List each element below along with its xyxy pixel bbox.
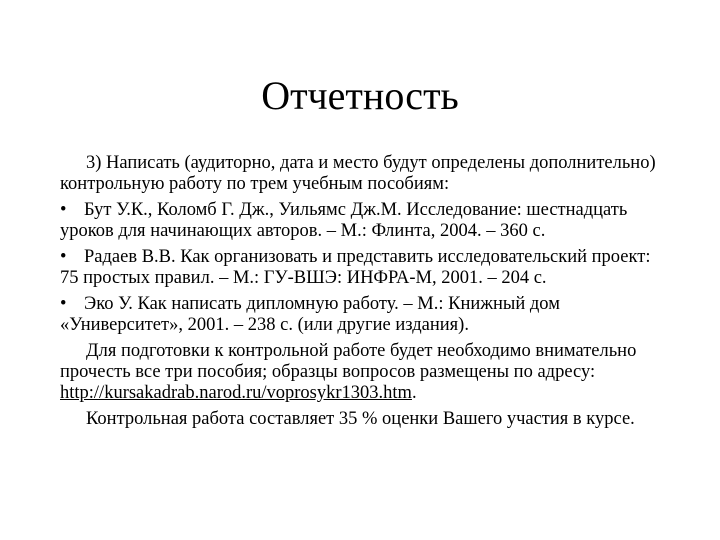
- closing-paragraph: Контрольная работа составляет 35 % оценки Вашего участия в курсе.: [86, 409, 635, 429]
- bullet-item-2: [60, 247, 670, 289]
- prep-paragraph: [60, 341, 670, 404]
- bullet-item-3: [60, 294, 670, 336]
- bullet-icon: •: [60, 200, 67, 220]
- bullet-text: Эко У. Как написать дипломную работу. – М.: Книжный дом «Университет», 2001. – 238 с. (или другие издания).: [60, 294, 560, 335]
- bullet-item-1: [60, 200, 670, 242]
- prep-text-end: .: [411, 383, 417, 403]
- slide-title: Отчетность: [261, 73, 459, 118]
- slide-body: [60, 153, 670, 435]
- bullet-icon: •: [60, 247, 67, 267]
- prep-text: Для подготовки к контрольной работе будет необходимо внимательно прочесть все три пособия; образцы вопросов размещены по адресу:: [60, 341, 637, 382]
- bullet-icon: •: [60, 294, 67, 314]
- questions-link[interactable]: http://kursakadrab.narod.ru/voprosykr1303.htm: [60, 383, 412, 403]
- intro-paragraph: 3) Написать (аудиторно, дата и место будут определены дополнительно) контрольную работу по трем учебным пособиям:: [60, 153, 656, 194]
- bullet-text: Бут У.К., Коломб Г. Дж., Уильямс Дж.М. Исследование: шестнадцать уроков для начинающих авторов. – М.: Флинта, 2004. – 360 с.: [60, 200, 628, 241]
- bullet-text: Радаев В.В. Как организовать и представить исследовательский проект: 75 простых правил. – М.: ГУ-ВШЭ: ИНФРА-М, 2001. – 204 с.: [60, 247, 651, 288]
